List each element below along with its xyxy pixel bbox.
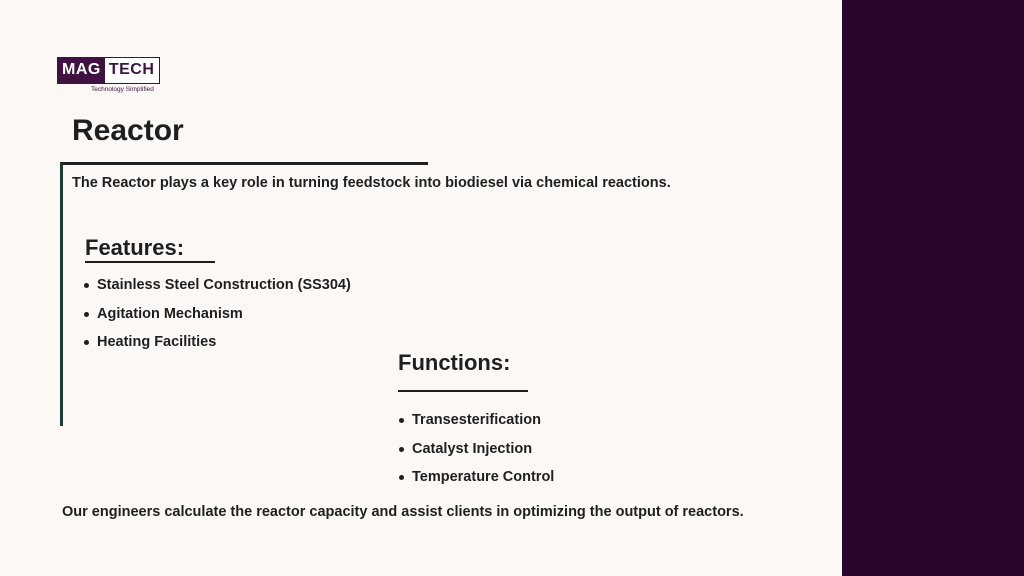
features-heading: Features: [85, 235, 185, 260]
decorative-side-band [842, 0, 1024, 576]
feature-item [84, 276, 351, 305]
company-logo [57, 57, 163, 97]
page-title: Reactor [72, 114, 184, 147]
feature-item [84, 305, 351, 334]
content-left-rule [60, 163, 63, 426]
bullet-dot-icon [84, 283, 89, 288]
logo-wordmark [57, 57, 160, 84]
feature-item [84, 333, 351, 362]
logo-tech-text: TECH [108, 61, 155, 78]
bullet-dot-icon [399, 418, 404, 423]
function-item-label: Transesterification [412, 412, 541, 428]
functions-list [399, 411, 554, 497]
feature-item-label: Agitation Mechanism [97, 305, 243, 322]
function-item-label: Catalyst Injection [412, 440, 533, 457]
functions-heading: Functions: [398, 350, 511, 375]
features-underline [85, 261, 215, 263]
footer-text: Our engineers calculate the reactor capacity and assist clients in optimizing the output of reactors. [62, 504, 744, 520]
logo-tagline: Technology Simplified [91, 86, 154, 93]
function-item [399, 440, 554, 469]
function-item-label: Temperature Control [412, 469, 555, 485]
title-divider [60, 162, 428, 165]
feature-item-label: Stainless Steel Construction (SS304) [97, 277, 351, 293]
function-item [399, 411, 554, 440]
bullet-dot-icon [84, 312, 89, 317]
intro-text: The Reactor plays a key role in turning feedstock into biodiesel via chemical reactions. [72, 175, 671, 191]
functions-underline [398, 390, 528, 392]
bullet-dot-icon [399, 475, 404, 480]
feature-item-label: Heating Facilities [97, 334, 217, 350]
function-item [399, 468, 554, 497]
logo-mag-text: MAG [58, 58, 105, 83]
bullet-dot-icon [84, 340, 89, 345]
bullet-dot-icon [399, 447, 404, 452]
features-list [84, 276, 351, 362]
